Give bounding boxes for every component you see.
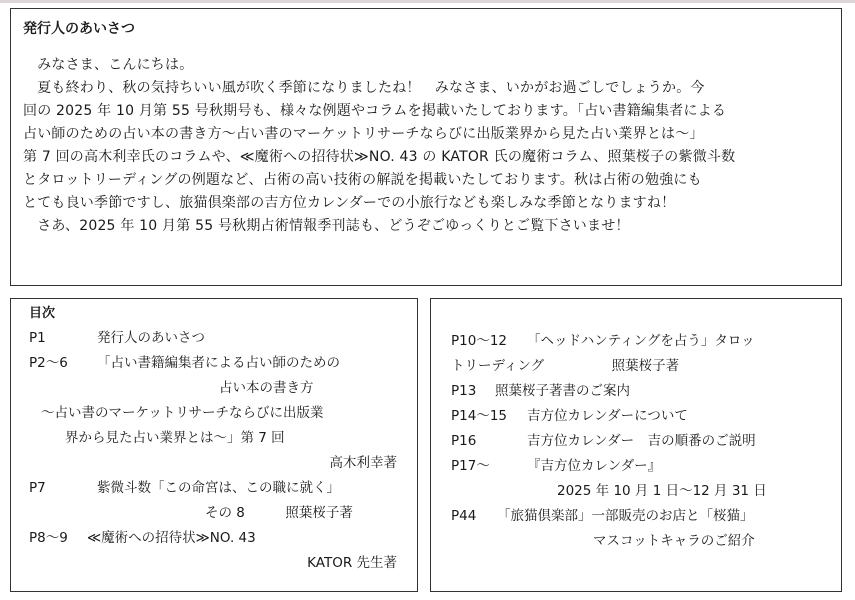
toc-entry-text: 紫微斗数「この命宮は、この職に就く」 [97, 480, 340, 496]
greeting-line: 回の 2025 年 10 月第 55 号秋期号も、様々な例題やコラムを掲載いたしております。「占い書籍編集者による [23, 103, 727, 119]
toc-entry-continuation: その 8 照葉桜子著 [205, 505, 353, 521]
greeting-box [10, 8, 842, 286]
greeting-line: とても良い季節ですし、旅猫倶楽部の吉方位カレンダーでの小旅行なども楽しみな季節となりますね！ [23, 195, 676, 211]
toc-entry-text: 「旅猫倶楽部」一部販売のお店と「桜猫」 [497, 508, 754, 524]
toc-entry-continuation: 〜占い書のマーケットリサーチならびに出版業 [41, 405, 324, 421]
toc-page-number: P16 [451, 433, 477, 449]
toc-entry-text: ≪魔術への招待状≫NO. 43 [87, 530, 256, 546]
toc-right-box [430, 298, 842, 592]
toc-entry [451, 404, 833, 429]
toc-entry-text: 吉方位カレンダー 吉の順番のご説明 [527, 433, 756, 449]
greeting-line: さあ、2025 年 10 月第 55 号秋期占術情報季刊誌も、どうぞごゆっくりとご覧下さいませ！ [23, 218, 630, 234]
greeting-title: 発行人のあいさつ [23, 21, 135, 37]
toc-page-number: P10〜12 [451, 333, 507, 349]
toc-page-number: P17〜 [451, 458, 490, 474]
toc-entry-text: 「ヘッドハンティングを占う」タロッ [527, 333, 755, 349]
toc-entry [29, 351, 409, 376]
toc-entry [451, 454, 833, 479]
toc-entry [451, 429, 833, 454]
toc-entry [451, 379, 833, 404]
greeting-line: 夏も終わり、秋の気持ちいい風が吹く季節になりましたね！ みなさま、いかがお過ごしでしょうか。今 [23, 80, 705, 96]
toc-page-number: P8〜9 [29, 530, 68, 546]
toc-page-number: P14〜15 [451, 408, 507, 424]
greeting-line: 占い師のための占い本の書き方〜占い書のマーケットリサーチならびに出版業界から見た占い業界とは〜」 [23, 126, 704, 142]
toc-entry-text: 『吉方位カレンダー』 [527, 458, 662, 474]
toc-entry-author: KATOR 先生著 [307, 555, 397, 571]
toc-entry-text: 「占い書籍編集者による占い師のための [97, 355, 340, 371]
toc-entry [29, 476, 409, 501]
top-rule [0, 0, 855, 3]
toc-entry-text: 発行人のあいさつ [97, 330, 205, 346]
toc-page-number: P1 [29, 330, 46, 346]
toc-entry-continuation: マスコットキャラのご紹介 [593, 533, 755, 549]
toc-entry-text: 照葉桜子著書のご案内 [495, 383, 630, 399]
toc-entry-text: 吉方位カレンダーについて [527, 408, 688, 424]
toc-entry [451, 329, 833, 354]
toc-title: 目次 [29, 306, 56, 321]
toc-page-number: P7 [29, 480, 46, 496]
toc-entry-continuation: トリーディング 照葉桜子著 [451, 358, 680, 374]
toc-entry-continuation: 占い本の書き方 [219, 380, 314, 396]
toc-entry [29, 526, 409, 551]
greeting-line: みなさま、こんにちは。 [23, 57, 194, 73]
toc-page-number: P44 [451, 508, 477, 524]
greeting-body [23, 54, 831, 238]
toc-left-box [10, 298, 418, 592]
toc-entry-author: 高木利幸著 [329, 455, 397, 471]
toc-entry-continuation: 界から見た占い業界とは〜」第 7 回 [65, 430, 285, 446]
toc-entry [29, 326, 409, 351]
toc-entry-continuation: 2025 年 10 月 1 日〜12 月 31 日 [557, 483, 767, 499]
toc-page-number: P13 [451, 383, 477, 399]
toc-entry [451, 504, 833, 529]
greeting-line: とタロットリーディングの例題など、占術の高い技術の解説を掲載いたしております。秋は占術の勉強にも [23, 172, 702, 188]
toc-page-number: P2〜6 [29, 355, 68, 371]
greeting-line: 第 7 回の高木利幸氏のコラムや、≪魔術への招待状≫NO. 43 の KATOR 氏の魔術コラム、照葉桜子の紫微斗数 [23, 149, 736, 165]
